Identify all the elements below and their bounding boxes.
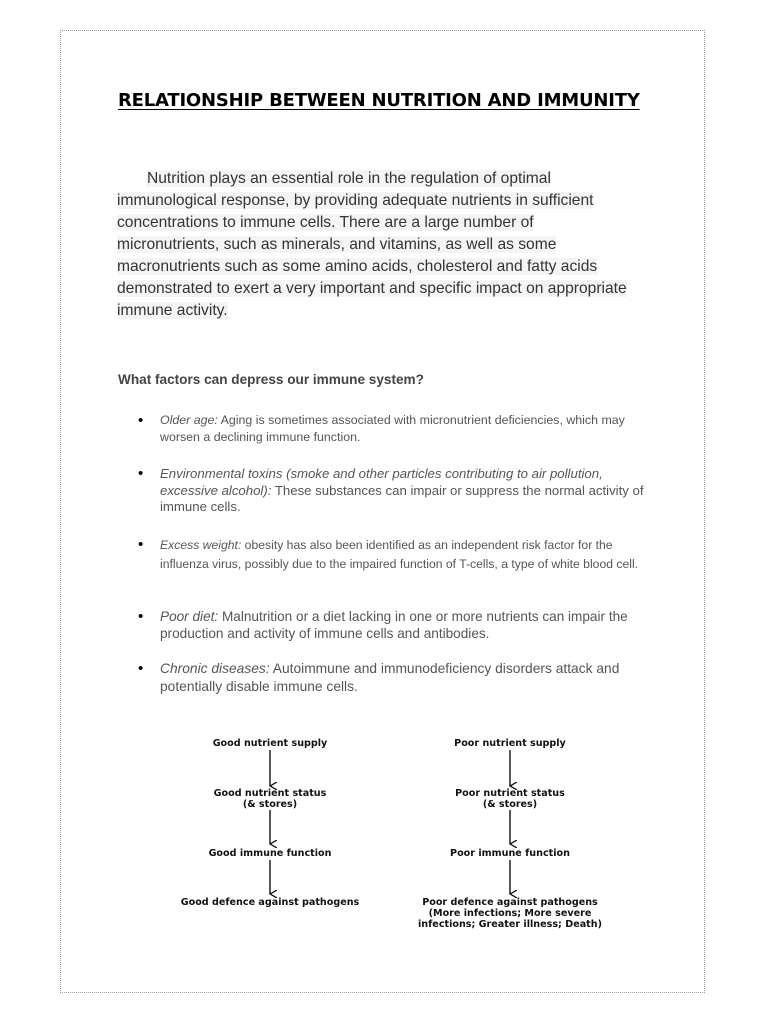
factor-term: Chronic diseases: — [160, 661, 270, 676]
intro-line: macronutrients such as some amino acids, cholesterol and fatty acids — [117, 258, 598, 275]
factor-text: Malnutrition or a diet lacking in one or more nutrients can impair the production and activity of immune cells and antibodies. — [160, 609, 628, 641]
poor-node-defence: Poor defence against pathogens (More infections; More severe infections; Greater illness; Death) — [418, 897, 602, 930]
intro-line: immunological response, by providing adequate nutrients in sufficient — [117, 192, 594, 209]
intro-line: Nutrition plays an essential role in the regulation of optimal — [147, 170, 551, 187]
factor-item — [160, 466, 655, 516]
poor-node-status: Poor nutrient status (& stores) — [455, 788, 565, 810]
factor-term: Excess weight: — [160, 538, 242, 552]
good-node-defence: Good defence against pathogens — [180, 897, 360, 908]
factor-text: obesity has also been identified as an independent risk factor for the influenza virus, possibly due to the impaired function of T-cells, a type of white blood cell. — [160, 538, 639, 571]
intro-line: demonstrated to exert a very important and specific impact on appropriate — [117, 280, 627, 297]
section-heading: What factors can depress our immune system? — [118, 372, 424, 387]
good-node-status: Good nutrient status (& stores) — [213, 788, 327, 810]
intro-line: concentrations to immune cells. There are a large number of — [117, 214, 534, 231]
factor-item — [160, 412, 655, 446]
factor-term: Older age: — [160, 413, 218, 427]
poor-node-immune-function: Poor immune function — [450, 848, 570, 859]
factor-term: Environmental toxins (smoke and other particles contributing to air pollution, excessive alcohol): — [160, 466, 603, 498]
factor-item — [160, 536, 655, 573]
intro-line: immune activity. — [117, 302, 228, 319]
good-node-immune-function: Good immune function — [208, 848, 332, 859]
factor-text: These substances can impair or suppress the normal activity of immune cells. — [160, 482, 644, 514]
poor-node-supply: Poor nutrient supply — [454, 738, 566, 749]
intro-paragraph — [117, 168, 647, 322]
nutrition-immunity-diagram — [158, 728, 628, 928]
factor-item — [160, 660, 655, 696]
factor-text: Autoimmune and immunodeficiency disorders attack and potentially disable immune cells. — [160, 661, 620, 694]
factor-term: Poor diet: — [160, 609, 219, 624]
factor-text: Aging is sometimes associated with micronutrient deficiencies, which may worsen a declining immune function. — [160, 413, 625, 444]
factor-item — [160, 608, 655, 642]
good-node-supply: Good nutrient supply — [212, 738, 328, 749]
intro-line: micronutrients, such as minerals, and vitamins, as well as some — [117, 236, 557, 253]
page-title: RELATIONSHIP BETWEEN NUTRITION AND IMMUNITY — [118, 90, 640, 111]
